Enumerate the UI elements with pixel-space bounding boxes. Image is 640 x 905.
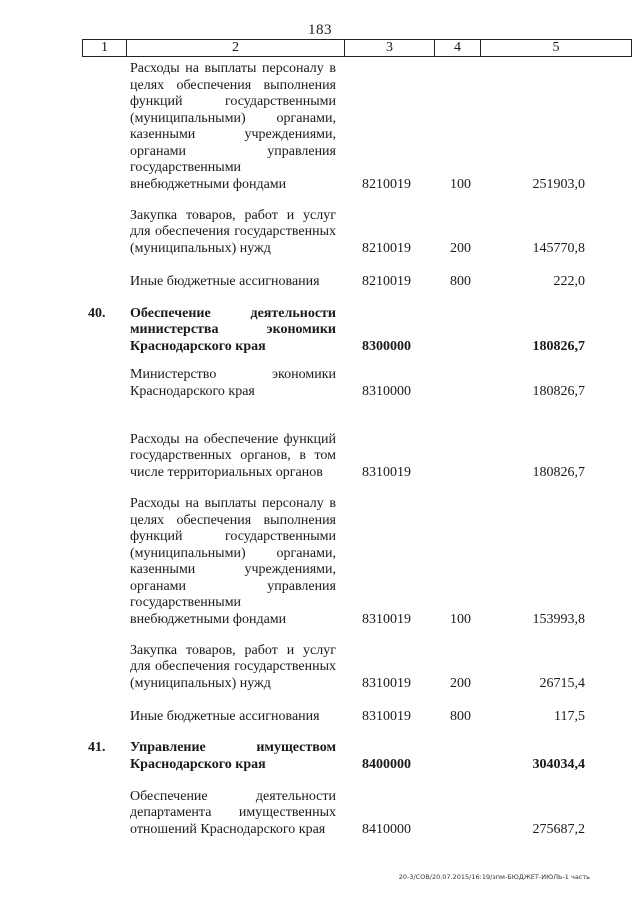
table-row: [0, 788, 640, 838]
table-row: [0, 708, 640, 725]
row-expense-type: 200: [450, 241, 471, 256]
column-header-3: 3: [345, 40, 435, 57]
row-code: 8310019: [362, 709, 411, 724]
section-code: 8400000: [362, 757, 411, 772]
row-amount: 180826,7: [532, 384, 585, 399]
row-expense-type: 800: [450, 274, 471, 289]
section-title: Управление имуществом Краснодарского края: [130, 740, 336, 772]
section-row: [0, 740, 640, 773]
row-code: 8310019: [362, 465, 411, 480]
row-amount: 275687,2: [532, 822, 585, 837]
row-code: 8310019: [362, 612, 411, 627]
section-title: Обеспечение деятельности министерства экономики Краснодарского края: [130, 305, 336, 354]
row-amount: 222,0: [553, 274, 585, 289]
row-amount: 26715,4: [539, 676, 585, 691]
row-description: Иные бюджетные ассигнования: [130, 273, 320, 289]
column-header-row: [83, 40, 632, 57]
section-number: 40.: [88, 306, 106, 321]
table-row: [0, 431, 640, 481]
page-number: 183: [308, 22, 332, 38]
row-amount: 117,5: [554, 709, 585, 724]
row-code: 8210019: [362, 241, 411, 256]
table-row: [0, 207, 640, 257]
column-header-4: 4: [435, 40, 481, 57]
row-description: Иные бюджетные ассигнования: [130, 708, 320, 724]
row-amount: 251903,0: [532, 177, 585, 192]
table-row: [0, 61, 640, 193]
row-description: Министерство экономики Краснодарского края: [130, 367, 336, 399]
row-code: 8210019: [362, 177, 411, 192]
row-code: 8210019: [362, 274, 411, 289]
row-description: Закупка товаров, работ и услуг для обеспечения государственных (муниципальных) нужд: [130, 642, 336, 691]
section-code: 8300000: [362, 339, 411, 354]
row-description: Расходы на выплаты персоналу в целях обеспечения выполнения функций государственными (муниципальными) органами, казенными учреждениями, органами управления государственными внебюджетными фондами: [130, 61, 336, 192]
table-row: [0, 367, 640, 400]
document-footer: 20-3/СОВ/20.07.2015/16:19/зпм-БЮДЖЕТ-ИЮЛЬ-1 часть: [398, 873, 590, 881]
row-expense-type: 100: [450, 177, 471, 192]
section-row: [0, 305, 640, 355]
row-code: 8410000: [362, 822, 411, 837]
row-code: 8310019: [362, 676, 411, 691]
column-header-table: [82, 39, 632, 57]
table-row: [0, 273, 640, 290]
row-expense-type: 100: [450, 612, 471, 627]
row-amount: 180826,7: [532, 465, 585, 480]
row-description: Расходы на обеспечение функций государственных органов, в том числе территориальных органов: [130, 431, 336, 480]
row-code: 8310000: [362, 384, 411, 399]
row-expense-type: 200: [450, 676, 471, 691]
column-header-1: 1: [83, 40, 127, 57]
table-row: [0, 642, 640, 692]
table-row: [0, 496, 640, 628]
row-amount: 145770,8: [532, 241, 585, 256]
section-amount: 180826,7: [532, 339, 585, 354]
row-expense-type: 800: [450, 709, 471, 724]
row-amount: 153993,8: [532, 612, 585, 627]
row-description: Закупка товаров, работ и услуг для обеспечения государственных (муниципальных) нужд: [130, 207, 336, 256]
column-header-5: 5: [481, 40, 632, 57]
column-header-2: 2: [127, 40, 345, 57]
row-description: Обеспечение деятельности департамента имущественных отношений Краснодарского края: [130, 788, 336, 837]
section-number: 41.: [88, 740, 106, 755]
row-description: Расходы на выплаты персоналу в целях обеспечения выполнения функций государственными (муниципальными) органами, казенными учреждениями, органами управления государственными внебюджетными фондами: [130, 496, 336, 627]
section-amount: 304034,4: [532, 757, 585, 772]
